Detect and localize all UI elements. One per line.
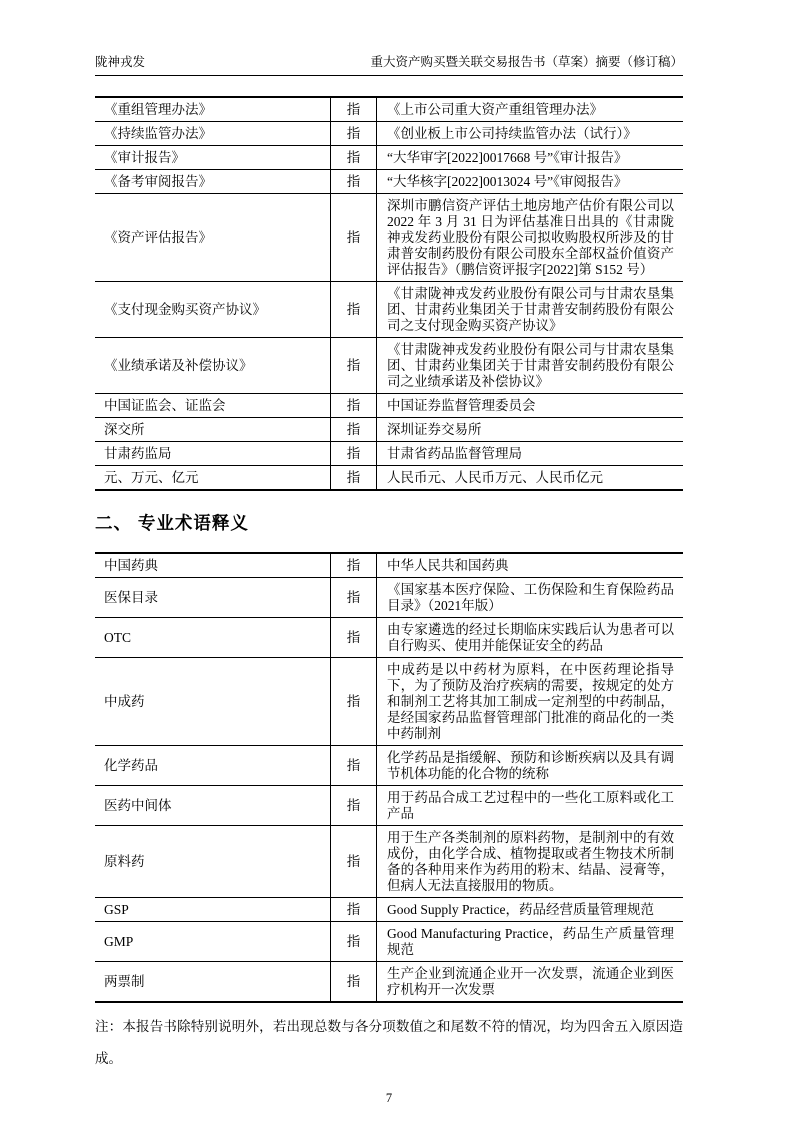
table-row [95,466,683,491]
connector-cell: 指 [331,578,377,618]
term-cell: 原料药 [95,826,331,898]
connector-cell: 指 [331,826,377,898]
term-cell: 《持续监管办法》 [95,122,331,146]
table-row [95,97,683,122]
definition-cell: “大华核字[2022]0013024 号”《审阅报告》 [377,170,684,194]
connector-cell: 指 [331,194,377,282]
table-row [95,442,683,466]
connector-cell: 指 [331,122,377,146]
term-cell: OTC [95,618,331,658]
definition-cell: 生产企业到流通企业开一次发票，流通企业到医疗机构开一次发票 [377,962,684,1003]
table-row [95,658,683,746]
definition-cell: 化学药品是指缓解、预防和诊断疾病以及具有调节机体功能的化合物的统称 [377,746,684,786]
definition-cell: 《创业板上市公司持续监管办法（试行）》 [377,122,684,146]
definition-cell: “大华审字[2022]0017668 号”《审计报告》 [377,146,684,170]
term-cell: 《审计报告》 [95,146,331,170]
table-row [95,338,683,394]
connector-cell: 指 [331,170,377,194]
table-row [95,194,683,282]
definition-cell: 深圳证券交易所 [377,418,684,442]
term-cell: 《备考审阅报告》 [95,170,331,194]
table-row [95,962,683,1003]
table-row [95,553,683,578]
table-row [95,394,683,418]
table-row [95,122,683,146]
definition-cell: 中成药是以中药材为原料，在中医药理论指导下，为了预防及治疗疾病的需要，按规定的处方和制剂工艺将其加工制成一定剂型的中药制品，是经国家药品监督管理部门批准的商品化的一类中药制剂 [377,658,684,746]
definition-cell: Good Supply Practice，药品经营质量管理规范 [377,898,684,922]
connector-cell: 指 [331,394,377,418]
connector-cell: 指 [331,618,377,658]
page-header [95,0,683,76]
connector-cell: 指 [331,962,377,1003]
definition-cell: 由专家遴选的经过长期临床实践后认为患者可以自行购买、使用并能保证安全的药品 [377,618,684,658]
term-cell: 甘肃药监局 [95,442,331,466]
term-cell: 《业绩承诺及补偿协议》 [95,338,331,394]
table-row [95,898,683,922]
definition-cell: 《上市公司重大资产重组管理办法》 [377,97,684,122]
connector-cell: 指 [331,553,377,578]
table-row [95,170,683,194]
definition-cell: 《国家基本医疗保险、工伤保险和生育保险药品目录》（2021年版） [377,578,684,618]
table-row [95,578,683,618]
table-row [95,618,683,658]
term-cell: 《资产评估报告》 [95,194,331,282]
term-cell: 中成药 [95,658,331,746]
term-cell: GSP [95,898,331,922]
definition-cell: 甘肃省药品监督管理局 [377,442,684,466]
definition-cell: 《甘肃陇神戎发药业股份有限公司与甘肃农垦集团、甘肃药业集团关于甘肃普安制药股份有限公司之业绩承诺及补偿协议》 [377,338,684,394]
definition-cell: 深圳市鹏信资产评估土地房地产估价有限公司以2022 年 3 月 31 日为评估基准日出具的《甘肃陇神戎发药业股份有限公司拟收购股权所涉及的甘肃普安制药股份有限公司股东全部权益价值资产评估报告》（鹏信资评报字[2022]第 S152 号） [377,194,684,282]
term-cell: 中国证监会、证监会 [95,394,331,418]
term-cell: 两票制 [95,962,331,1003]
definition-cell: 中国证券监督管理委员会 [377,394,684,418]
connector-cell: 指 [331,658,377,746]
page-number: 7 [385,1091,393,1105]
connector-cell: 指 [331,466,377,491]
table-row [95,826,683,898]
terms-table [95,552,683,1003]
connector-cell: 指 [331,922,377,962]
table-row [95,922,683,962]
term-cell: 《支付现金购买资产协议》 [95,282,331,338]
table-row [95,418,683,442]
term-cell: GMP [95,922,331,962]
definition-cell: 用于生产各类制剂的原料药物，是制剂中的有效成份，由化学合成、植物提取或者生物技术所制备的各种用来作为药用的粉末、结晶、浸膏等，但病人无法直接服用的物质。 [377,826,684,898]
term-cell: 元、万元、亿元 [95,466,331,491]
term-cell: 《重组管理办法》 [95,97,331,122]
term-cell: 医保目录 [95,578,331,618]
connector-cell: 指 [331,898,377,922]
header-report-title: 重大资产购买暨关联交易报告书（草案）摘要（修订稿） [370,55,683,69]
table-row [95,282,683,338]
connector-cell: 指 [331,786,377,826]
footnote: 注：本报告书除特别说明外，若出现总数与各分项数值之和尾数不符的情况，均为四舍五入原因造成。 [95,1019,683,1066]
table-row [95,786,683,826]
connector-cell: 指 [331,97,377,122]
term-cell: 深交所 [95,418,331,442]
connector-cell: 指 [331,338,377,394]
definition-cell: 用于药品合成工艺过程中的一些化工原料或化工产品 [377,786,684,826]
definition-cell: 中华人民共和国药典 [377,553,684,578]
connector-cell: 指 [331,282,377,338]
section-heading: 二、 专业术语释义 [95,513,249,533]
definitions-table [95,96,683,491]
connector-cell: 指 [331,418,377,442]
table-row [95,146,683,170]
definition-cell: 《甘肃陇神戎发药业股份有限公司与甘肃农垦集团、甘肃药业集团关于甘肃普安制药股份有限公司之支付现金购买资产协议》 [377,282,684,338]
header-company-name: 陇神戎发 [95,55,146,69]
term-cell: 化学药品 [95,746,331,786]
connector-cell: 指 [331,442,377,466]
connector-cell: 指 [331,746,377,786]
definition-cell: Good Manufacturing Practice，药品生产质量管理规范 [377,922,684,962]
definition-cell: 人民币元、人民币万元、人民币亿元 [377,466,684,491]
table-row [95,746,683,786]
term-cell: 医药中间体 [95,786,331,826]
term-cell: 中国药典 [95,553,331,578]
connector-cell: 指 [331,146,377,170]
